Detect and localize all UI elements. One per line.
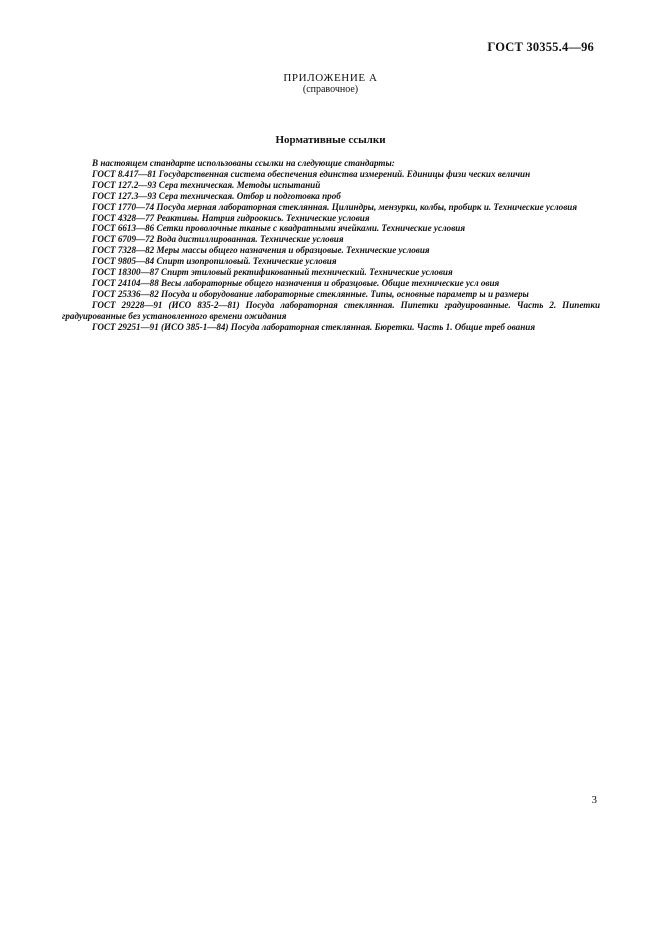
reference-item: ГОСТ 127.2—93 Сера техническая. Методы испытаний [92,179,321,190]
reference-item: ГОСТ 24104—88 Весы лабораторные общего назначения и образцовые. Общие технические усл овия [92,277,500,288]
reference-item: ГОСТ 29228—91 (ИСО 835-2—81) Посуда лабораторная стеклянная. Пипетки градуированные. Часть 2. Пипетки градуированные без установленного времени ожидания [62,299,600,321]
reference-item: ГОСТ 127.3—93 Сера техническая. Отбор и подготовка проб [92,190,341,201]
appendix-title: ПРИЛОЖЕНИЕ А [283,72,378,84]
reference-item: ГОСТ 18300—87 Спирт этиловый ректификованный технический. Технические условия [92,267,453,278]
reference-item: ГОСТ 4328—77 Реактивы. Натрия гидроокись. Технические условия [92,212,370,223]
page-number: 3 [591,794,597,806]
reference-item: ГОСТ 1770—74 Посуда мерная лабораторная стеклянная. Цилиндры, мензурки, колбы, пробирк и. Технические условия [92,201,578,212]
reference-item: ГОСТ 29251—91 (ИСО 385-1—84) Посуда лабораторная стеклянная. Бюретки. Часть 1. Общие треб ования [92,321,536,332]
reference-item: ГОСТ 6613—86 Сетки проволочные тканые с квадратными ячейками. Технические условия [92,223,466,234]
appendix-heading [0,72,661,96]
document-code: ГОСТ 30355.4—96 [487,40,594,54]
references-intro: В настоящем стандарте использованы ссылки на следующие стандарты: [92,158,395,168]
reference-item: ГОСТ 7328—82 Меры массы общего назначения и образцовые. Технические условия [92,245,430,256]
references-list [62,158,600,333]
reference-item: ГОСТ 25336—82 Посуда и оборудование лабораторные стеклянные. Типы, основные параметр ы и размеры [92,288,529,299]
section-title: Нормативные ссылки [275,134,386,146]
appendix-subtitle: (справочное) [302,84,359,95]
reference-item: ГОСТ 6709—72 Вода дистиллированная. Технические условия [92,234,344,245]
reference-item: ГОСТ 9805—84 Спирт изопропиловый. Технические условия [92,256,337,267]
reference-item: ГОСТ 8.417—81 Государственная система обеспечения единства измерений. Единицы физи ческих величин [92,168,531,179]
